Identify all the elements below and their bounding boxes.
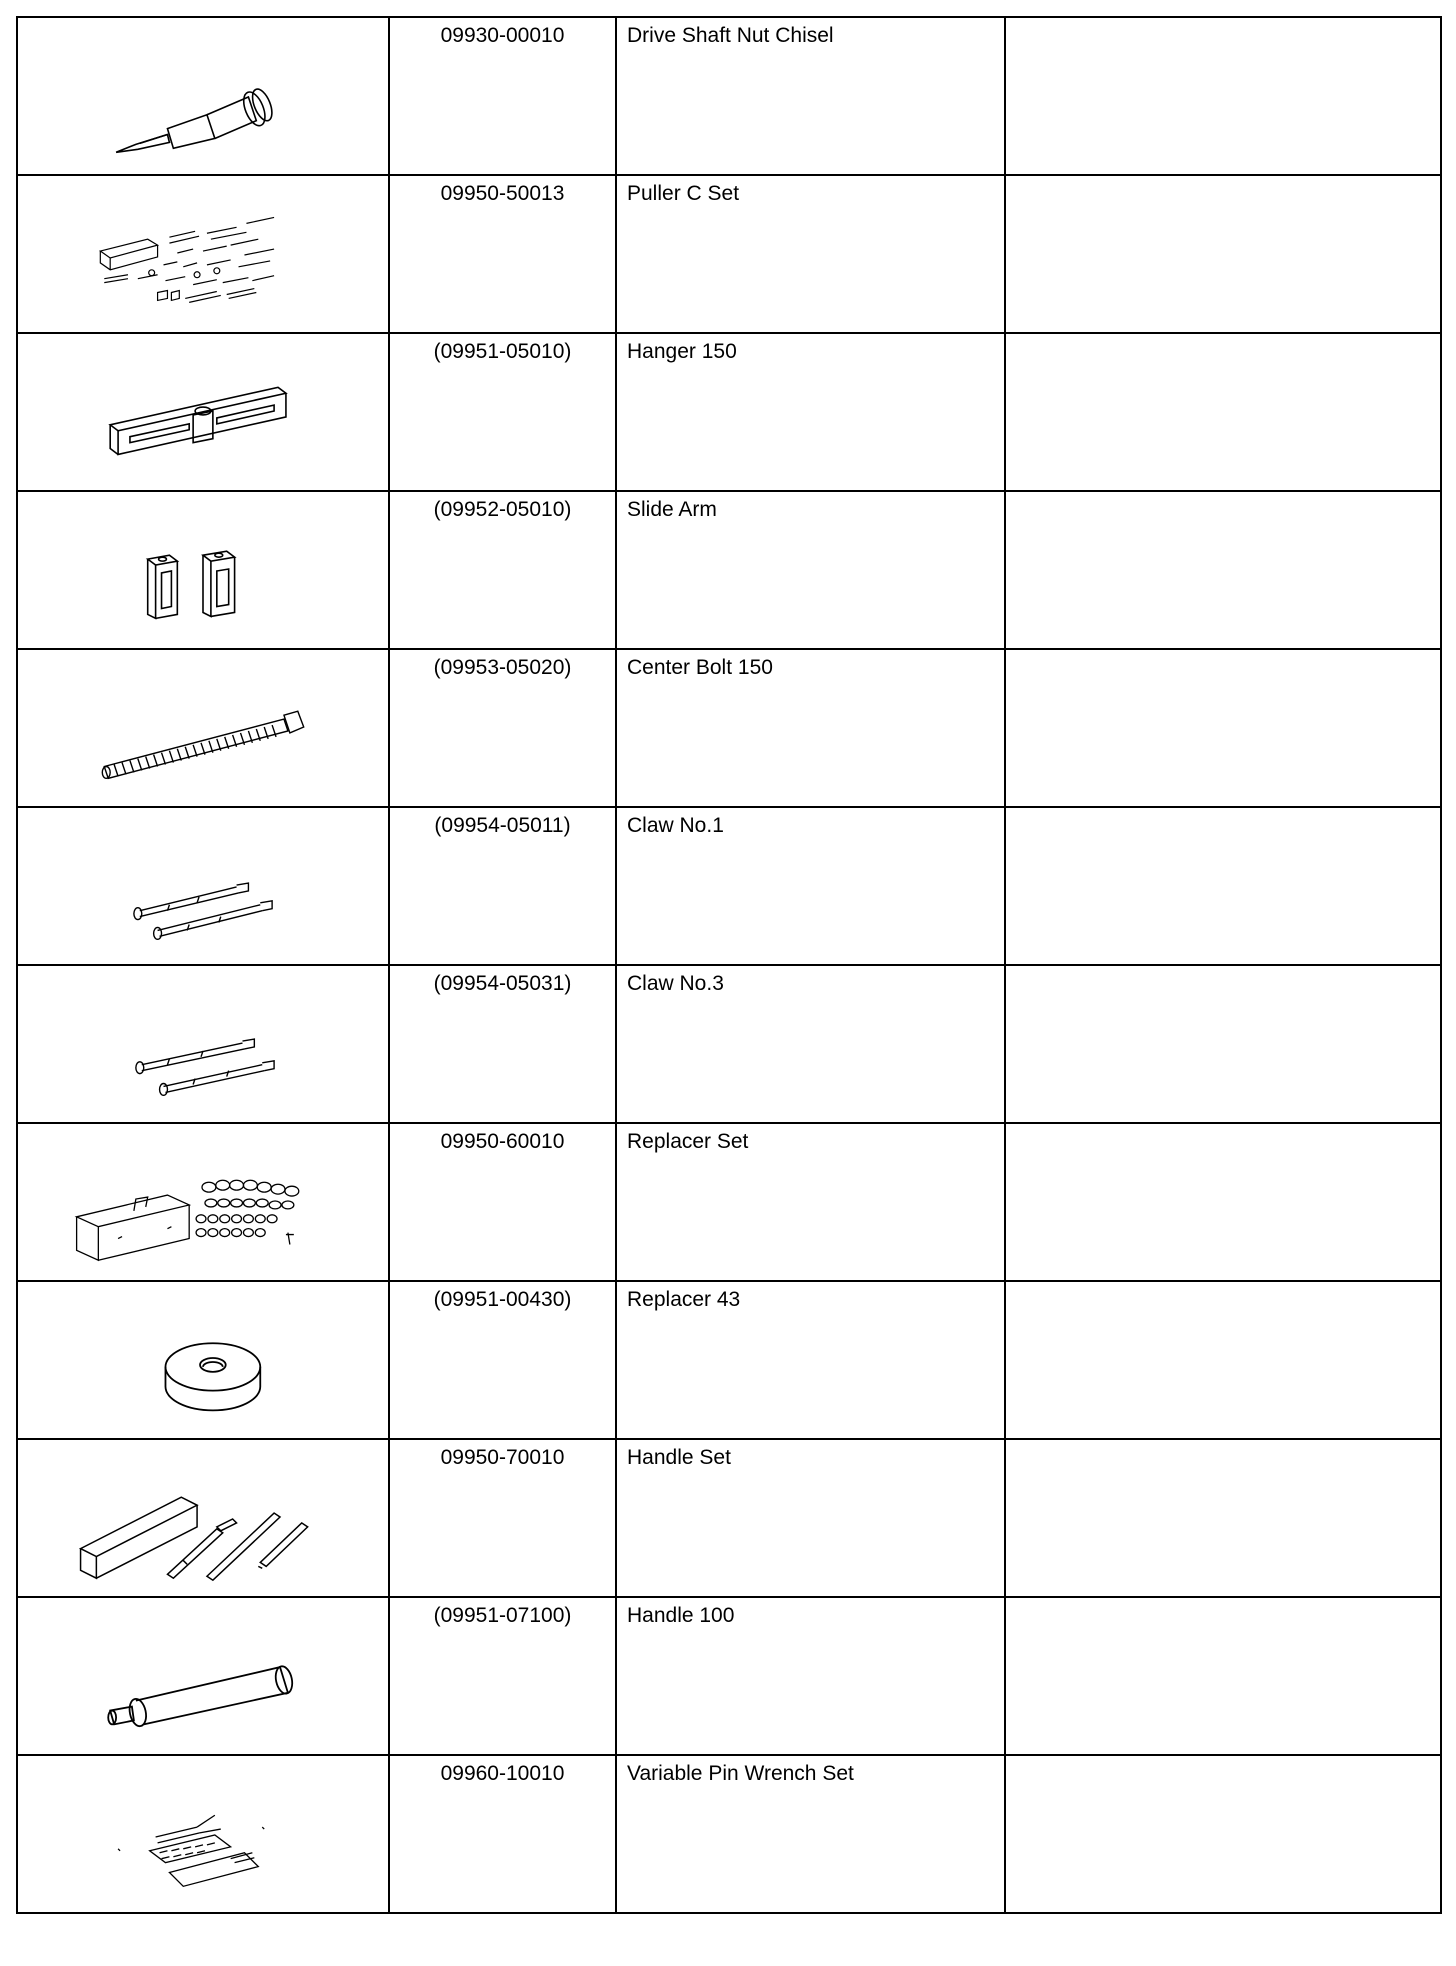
part-number: (09952-05010) [389,491,616,649]
part-number: (09954-05011) [389,807,616,965]
tool-illustration-cell [17,1281,389,1439]
part-number: 09950-60010 [389,1123,616,1281]
claw-icon [18,966,388,1122]
table-row [17,17,1441,175]
tool-illustration-cell [17,1755,389,1913]
part-number: 09950-50013 [389,175,616,333]
tool-illustration-cell [17,491,389,649]
table-row [17,333,1441,491]
tool-illustration-cell [17,175,389,333]
tool-illustration-cell [17,649,389,807]
pin-wrench-set-icon [18,1756,388,1912]
tool-illustration-cell [17,1123,389,1281]
part-number: (09951-00430) [389,1281,616,1439]
table-row [17,807,1441,965]
center-bolt-icon [18,650,388,806]
tool-illustration-cell [17,965,389,1123]
empty-cell [1005,1439,1441,1597]
tool-name: Center Bolt 150 [616,649,1005,807]
tool-name: Slide Arm [616,491,1005,649]
table-row [17,965,1441,1123]
slide-arm-icon [18,492,388,648]
table-row [17,1597,1441,1755]
empty-cell [1005,807,1441,965]
claw-icon [18,808,388,964]
empty-cell [1005,333,1441,491]
empty-cell [1005,17,1441,175]
tool-illustration-cell [17,1439,389,1597]
empty-cell [1005,1597,1441,1755]
tool-name: Handle 100 [616,1597,1005,1755]
empty-cell [1005,1123,1441,1281]
tool-illustration-cell [17,807,389,965]
tool-name: Replacer 43 [616,1281,1005,1439]
empty-cell [1005,1281,1441,1439]
puller-set-icon [18,176,388,332]
hanger-icon [18,334,388,490]
handle-set-icon [18,1440,388,1596]
replacer-disc-icon [18,1282,388,1438]
tool-name: Handle Set [616,1439,1005,1597]
table-row [17,491,1441,649]
tool-illustration-cell [17,333,389,491]
handle-icon [18,1598,388,1754]
part-number: 09930-00010 [389,17,616,175]
table-row [17,1439,1441,1597]
tool-name: Drive Shaft Nut Chisel [616,17,1005,175]
table-row [17,175,1441,333]
empty-cell [1005,1755,1441,1913]
part-number: (09953-05020) [389,649,616,807]
part-number: (09954-05031) [389,965,616,1123]
empty-cell [1005,491,1441,649]
tool-name: Variable Pin Wrench Set [616,1755,1005,1913]
table-row [17,1281,1441,1439]
part-number: 09950-70010 [389,1439,616,1597]
tool-illustration-cell [17,17,389,175]
special-tools-table [16,16,1442,1914]
chisel-icon [18,18,388,174]
tool-name: Hanger 150 [616,333,1005,491]
empty-cell [1005,965,1441,1123]
tool-name: Claw No.3 [616,965,1005,1123]
tool-name: Replacer Set [616,1123,1005,1281]
part-number: (09951-07100) [389,1597,616,1755]
part-number: (09951-05010) [389,333,616,491]
table-row [17,1755,1441,1913]
tool-illustration-cell [17,1597,389,1755]
empty-cell [1005,175,1441,333]
empty-cell [1005,649,1441,807]
table-row [17,1123,1441,1281]
replacer-set-icon [18,1124,388,1280]
part-number: 09960-10010 [389,1755,616,1913]
tool-name: Claw No.1 [616,807,1005,965]
tool-name: Puller C Set [616,175,1005,333]
table-row [17,649,1441,807]
